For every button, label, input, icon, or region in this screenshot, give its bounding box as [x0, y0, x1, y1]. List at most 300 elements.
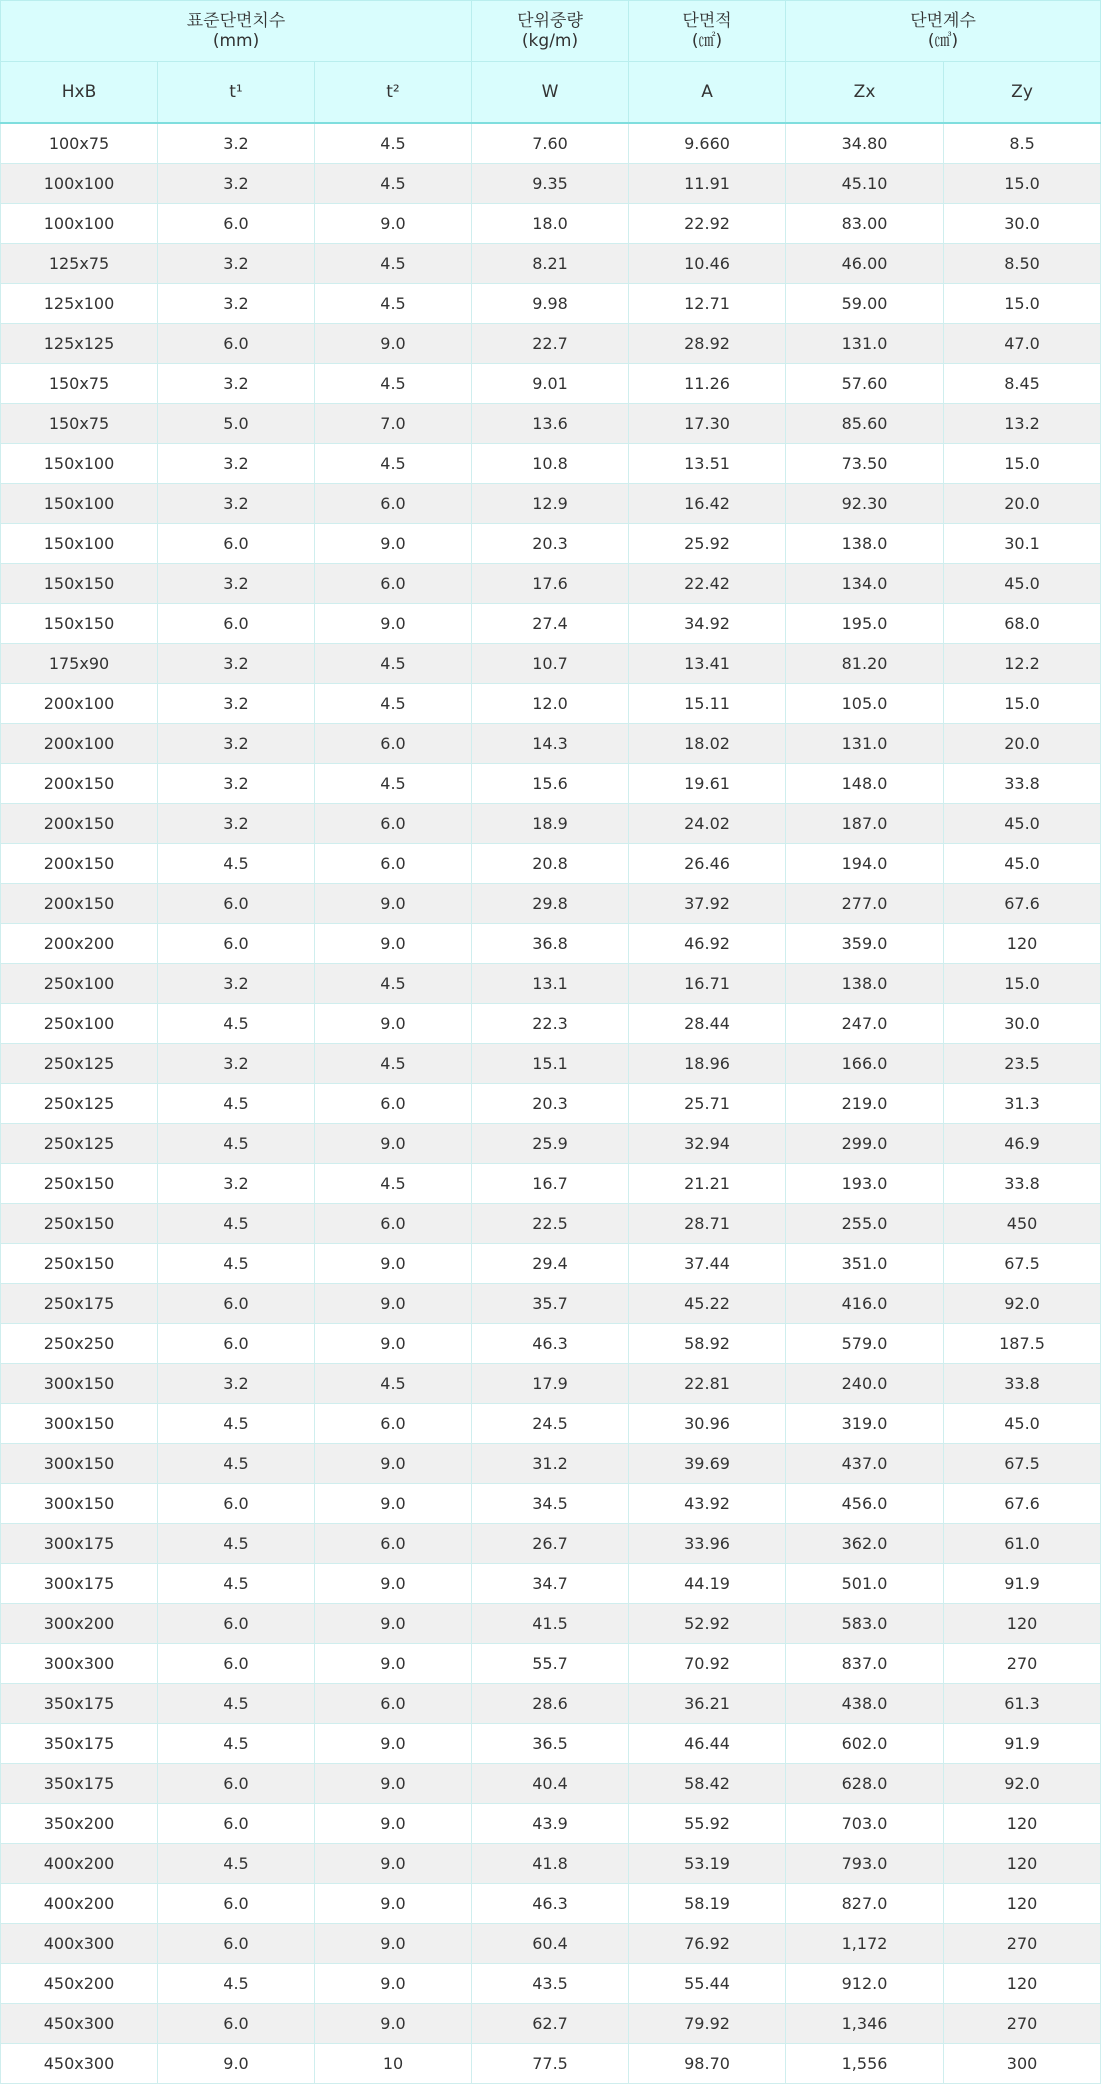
cell-t1: 6.0 — [158, 1284, 315, 1324]
cell-zy: 92.0 — [944, 1764, 1101, 1804]
cell-a: 28.44 — [629, 1004, 786, 1044]
cell-zx: 138.0 — [786, 524, 944, 564]
table-row — [1, 1884, 1101, 1924]
cell-w: 8.21 — [472, 244, 629, 284]
cell-zx: 85.60 — [786, 404, 944, 444]
cell-t1: 6.0 — [158, 1884, 315, 1924]
header-unit-weight — [472, 1, 629, 62]
cell-t1: 4.5 — [158, 1564, 315, 1604]
cell-w: 15.6 — [472, 764, 629, 804]
table-row — [1, 1684, 1101, 1724]
cell-zx: 1,556 — [786, 2044, 944, 2084]
table-row — [1, 1484, 1101, 1524]
cell-t1: 4.5 — [158, 1444, 315, 1484]
cell-t1: 6.0 — [158, 604, 315, 644]
table-row — [1, 1964, 1101, 2004]
cell-t1: 3.2 — [158, 1044, 315, 1084]
table-row — [1, 644, 1101, 684]
cell-t2: 9.0 — [315, 1244, 472, 1284]
cell-t2: 4.5 — [315, 444, 472, 484]
cell-a: 37.92 — [629, 884, 786, 924]
cell-w: 10.8 — [472, 444, 629, 484]
cell-zy: 15.0 — [944, 164, 1101, 204]
cell-zy: 15.0 — [944, 284, 1101, 324]
table-row — [1, 1244, 1101, 1284]
cell-t2: 9.0 — [315, 524, 472, 564]
cell-w: 46.3 — [472, 1324, 629, 1364]
cell-a: 15.11 — [629, 684, 786, 724]
cell-t2: 6.0 — [315, 804, 472, 844]
cell-t1: 4.5 — [158, 1964, 315, 2004]
cell-t2: 9.0 — [315, 1284, 472, 1324]
cell-zy: 67.6 — [944, 1484, 1101, 1524]
cell-w: 9.35 — [472, 164, 629, 204]
header-column-row — [1, 62, 1101, 124]
cell-a: 9.660 — [629, 123, 786, 164]
table-row — [1, 684, 1101, 724]
cell-t2: 4.5 — [315, 123, 472, 164]
cell-zx: 416.0 — [786, 1284, 944, 1324]
cell-hxb: 300x300 — [1, 1644, 158, 1684]
cell-a: 13.41 — [629, 644, 786, 684]
cell-t2: 6.0 — [315, 1204, 472, 1244]
cell-t1: 4.5 — [158, 1724, 315, 1764]
cell-zy: 8.45 — [944, 364, 1101, 404]
cell-w: 17.6 — [472, 564, 629, 604]
cell-zy: 120 — [944, 1804, 1101, 1844]
cell-t2: 7.0 — [315, 404, 472, 444]
cell-zx: 148.0 — [786, 764, 944, 804]
table-row — [1, 1204, 1101, 1244]
cell-zx: 134.0 — [786, 564, 944, 604]
cell-zx: 57.60 — [786, 364, 944, 404]
cell-t1: 3.2 — [158, 484, 315, 524]
cell-w: 34.5 — [472, 1484, 629, 1524]
cell-t1: 6.0 — [158, 524, 315, 564]
cell-zx: 456.0 — [786, 1484, 944, 1524]
cell-zx: 299.0 — [786, 1124, 944, 1164]
table-row — [1, 1284, 1101, 1324]
cell-zy: 46.9 — [944, 1124, 1101, 1164]
column-header-hxb: HxB — [1, 62, 158, 124]
cell-w: 22.3 — [472, 1004, 629, 1044]
cell-zx: 359.0 — [786, 924, 944, 964]
cell-t1: 3.2 — [158, 164, 315, 204]
cell-t2: 4.5 — [315, 1044, 472, 1084]
cell-a: 46.92 — [629, 924, 786, 964]
cell-hxb: 200x100 — [1, 684, 158, 724]
cell-w: 28.6 — [472, 1684, 629, 1724]
cell-zy: 30.0 — [944, 204, 1101, 244]
cell-zx: 837.0 — [786, 1644, 944, 1684]
cell-hxb: 125x75 — [1, 244, 158, 284]
header-group-title: 단면계수 — [910, 11, 976, 31]
cell-w: 22.5 — [472, 1204, 629, 1244]
cell-t1: 4.5 — [158, 1844, 315, 1884]
cell-t2: 9.0 — [315, 324, 472, 364]
cell-a: 37.44 — [629, 1244, 786, 1284]
cell-t2: 9.0 — [315, 1004, 472, 1044]
cell-zx: 219.0 — [786, 1084, 944, 1124]
cell-hxb: 150x100 — [1, 444, 158, 484]
cell-zx: 583.0 — [786, 1604, 944, 1644]
cell-zy: 33.8 — [944, 1164, 1101, 1204]
cell-t2: 4.5 — [315, 764, 472, 804]
table-row — [1, 204, 1101, 244]
cell-w: 60.4 — [472, 1924, 629, 1964]
cell-zy: 300 — [944, 2044, 1101, 2084]
cell-w: 41.5 — [472, 1604, 629, 1644]
cell-zy: 33.8 — [944, 764, 1101, 804]
cell-zx: 628.0 — [786, 1764, 944, 1804]
cell-a: 43.92 — [629, 1484, 786, 1524]
header-standard-dimensions — [1, 1, 472, 62]
cell-hxb: 200x150 — [1, 844, 158, 884]
cell-zy: 20.0 — [944, 724, 1101, 764]
cell-a: 11.26 — [629, 364, 786, 404]
cell-w: 41.8 — [472, 1844, 629, 1884]
cell-zy: 45.0 — [944, 1404, 1101, 1444]
cell-zx: 92.30 — [786, 484, 944, 524]
table-row — [1, 1124, 1101, 1164]
cell-zx: 187.0 — [786, 804, 944, 844]
cell-t2: 4.5 — [315, 644, 472, 684]
cell-zy: 15.0 — [944, 684, 1101, 724]
cell-a: 13.51 — [629, 444, 786, 484]
cell-zx: 1,346 — [786, 2004, 944, 2044]
cell-t1: 3.2 — [158, 564, 315, 604]
cell-a: 55.44 — [629, 1964, 786, 2004]
cell-t2: 9.0 — [315, 1844, 472, 1884]
cell-a: 39.69 — [629, 1444, 786, 1484]
table-row — [1, 724, 1101, 764]
cell-hxb: 150x75 — [1, 404, 158, 444]
cell-zy: 8.5 — [944, 123, 1101, 164]
cell-w: 34.7 — [472, 1564, 629, 1604]
cell-t2: 4.5 — [315, 364, 472, 404]
cell-t1: 3.2 — [158, 644, 315, 684]
cell-a: 44.19 — [629, 1564, 786, 1604]
cell-t1: 6.0 — [158, 924, 315, 964]
cell-hxb: 200x100 — [1, 724, 158, 764]
cell-zx: 703.0 — [786, 1804, 944, 1844]
cell-a: 18.96 — [629, 1044, 786, 1084]
cell-zy: 67.5 — [944, 1244, 1101, 1284]
cell-t2: 9.0 — [315, 604, 472, 644]
column-header-zx: Zx — [786, 62, 944, 124]
cell-w: 17.9 — [472, 1364, 629, 1404]
cell-zx: 319.0 — [786, 1404, 944, 1444]
cell-w: 15.1 — [472, 1044, 629, 1084]
table-row — [1, 1604, 1101, 1644]
cell-zx: 351.0 — [786, 1244, 944, 1284]
cell-a: 36.21 — [629, 1684, 786, 1724]
cell-t1: 4.5 — [158, 1084, 315, 1124]
cell-hxb: 200x150 — [1, 764, 158, 804]
table-row — [1, 1924, 1101, 1964]
cell-t2: 9.0 — [315, 1604, 472, 1644]
cell-zy: 67.6 — [944, 884, 1101, 924]
cell-zy: 270 — [944, 2004, 1101, 2044]
cell-hxb: 300x150 — [1, 1444, 158, 1484]
cell-t1: 4.5 — [158, 1524, 315, 1564]
cell-w: 55.7 — [472, 1644, 629, 1684]
cell-a: 22.81 — [629, 1364, 786, 1404]
cell-zy: 47.0 — [944, 324, 1101, 364]
cell-zy: 23.5 — [944, 1044, 1101, 1084]
cell-t1: 6.0 — [158, 1604, 315, 1644]
cell-t2: 6.0 — [315, 844, 472, 884]
cell-w: 12.0 — [472, 684, 629, 724]
cell-hxb: 350x175 — [1, 1684, 158, 1724]
cell-t2: 4.5 — [315, 684, 472, 724]
cell-a: 32.94 — [629, 1124, 786, 1164]
cell-t2: 9.0 — [315, 1444, 472, 1484]
cell-hxb: 300x150 — [1, 1404, 158, 1444]
cell-a: 16.42 — [629, 484, 786, 524]
table-row — [1, 1644, 1101, 1684]
cell-a: 21.21 — [629, 1164, 786, 1204]
cell-t2: 9.0 — [315, 204, 472, 244]
cell-t1: 6.0 — [158, 1644, 315, 1684]
table-row — [1, 844, 1101, 884]
cell-zy: 61.0 — [944, 1524, 1101, 1564]
cell-hxb: 200x150 — [1, 884, 158, 924]
cell-a: 24.02 — [629, 804, 786, 844]
cell-w: 26.7 — [472, 1524, 629, 1564]
table-row — [1, 404, 1101, 444]
cell-hxb: 450x300 — [1, 2004, 158, 2044]
table-row — [1, 123, 1101, 164]
cell-hxb: 100x75 — [1, 123, 158, 164]
cell-hxb: 200x150 — [1, 804, 158, 844]
cell-a: 52.92 — [629, 1604, 786, 1644]
cell-a: 12.71 — [629, 284, 786, 324]
table-row — [1, 364, 1101, 404]
cell-hxb: 250x100 — [1, 964, 158, 1004]
table-row — [1, 1724, 1101, 1764]
cell-t2: 6.0 — [315, 564, 472, 604]
cell-zy: 92.0 — [944, 1284, 1101, 1324]
cell-w: 27.4 — [472, 604, 629, 644]
cell-t1: 3.2 — [158, 804, 315, 844]
cell-w: 10.7 — [472, 644, 629, 684]
cell-zx: 59.00 — [786, 284, 944, 324]
cell-zx: 602.0 — [786, 1724, 944, 1764]
cell-a: 25.71 — [629, 1084, 786, 1124]
column-header-zy: Zy — [944, 62, 1101, 124]
cell-zy: 120 — [944, 924, 1101, 964]
table-row — [1, 1004, 1101, 1044]
table-row — [1, 1444, 1101, 1484]
cell-t1: 6.0 — [158, 1804, 315, 1844]
header-group-unit: (mm) — [212, 31, 260, 51]
cell-hxb: 150x150 — [1, 564, 158, 604]
cell-zx: 240.0 — [786, 1364, 944, 1404]
table-row — [1, 284, 1101, 324]
table-row — [1, 2044, 1101, 2084]
cell-t1: 6.0 — [158, 884, 315, 924]
cell-a: 79.92 — [629, 2004, 786, 2044]
cell-t2: 6.0 — [315, 1404, 472, 1444]
cell-hxb: 175x90 — [1, 644, 158, 684]
cell-zy: 91.9 — [944, 1724, 1101, 1764]
cell-zy: 15.0 — [944, 444, 1101, 484]
cell-a: 22.92 — [629, 204, 786, 244]
cell-zx: 46.00 — [786, 244, 944, 284]
cell-w: 43.5 — [472, 1964, 629, 2004]
cell-t1: 4.5 — [158, 1684, 315, 1724]
cell-t1: 3.2 — [158, 1164, 315, 1204]
cell-w: 18.0 — [472, 204, 629, 244]
cell-w: 14.3 — [472, 724, 629, 764]
cell-a: 11.91 — [629, 164, 786, 204]
cell-zx: 827.0 — [786, 1884, 944, 1924]
cell-hxb: 125x100 — [1, 284, 158, 324]
cell-w: 18.9 — [472, 804, 629, 844]
cell-t2: 6.0 — [315, 484, 472, 524]
cell-w: 24.5 — [472, 1404, 629, 1444]
header-group-row — [1, 1, 1101, 62]
cell-hxb: 350x175 — [1, 1764, 158, 1804]
cell-w: 31.2 — [472, 1444, 629, 1484]
cell-t1: 6.0 — [158, 1924, 315, 1964]
cell-zx: 195.0 — [786, 604, 944, 644]
cell-a: 19.61 — [629, 764, 786, 804]
cell-a: 25.92 — [629, 524, 786, 564]
cell-hxb: 300x175 — [1, 1524, 158, 1564]
cell-t1: 9.0 — [158, 2044, 315, 2084]
cell-hxb: 350x200 — [1, 1804, 158, 1844]
cell-t2: 9.0 — [315, 1764, 472, 1804]
cell-hxb: 250x125 — [1, 1044, 158, 1084]
cell-t2: 9.0 — [315, 1564, 472, 1604]
cell-t2: 4.5 — [315, 284, 472, 324]
cell-zy: 33.8 — [944, 1364, 1101, 1404]
header-group-title: 표준단면치수 — [186, 11, 286, 31]
cell-hxb: 150x100 — [1, 524, 158, 564]
cell-w: 29.4 — [472, 1244, 629, 1284]
cell-t1: 6.0 — [158, 2004, 315, 2044]
cell-a: 10.46 — [629, 244, 786, 284]
cell-t1: 3.2 — [158, 1364, 315, 1404]
table-row — [1, 564, 1101, 604]
cell-zy: 120 — [944, 1964, 1101, 2004]
table-row — [1, 764, 1101, 804]
cell-zy: 12.2 — [944, 644, 1101, 684]
cell-zy: 30.0 — [944, 1004, 1101, 1044]
cell-w: 62.7 — [472, 2004, 629, 2044]
cell-zy: 120 — [944, 1844, 1101, 1884]
cell-hxb: 450x200 — [1, 1964, 158, 2004]
cell-t1: 3.2 — [158, 244, 315, 284]
table-row — [1, 164, 1101, 204]
cell-hxb: 250x125 — [1, 1084, 158, 1124]
header-group-unit: (㎤) — [927, 31, 959, 51]
cell-t2: 6.0 — [315, 1524, 472, 1564]
cell-t1: 4.5 — [158, 844, 315, 884]
cell-a: 58.42 — [629, 1764, 786, 1804]
cell-t2: 9.0 — [315, 1924, 472, 1964]
cell-zy: 13.2 — [944, 404, 1101, 444]
cell-a: 53.19 — [629, 1844, 786, 1884]
cell-w: 20.3 — [472, 524, 629, 564]
cell-zy: 30.1 — [944, 524, 1101, 564]
table-row — [1, 1404, 1101, 1444]
header-group-unit: (㎠) — [691, 31, 723, 51]
header-sectional-area — [629, 1, 786, 62]
cell-zx: 437.0 — [786, 1444, 944, 1484]
table-row — [1, 1044, 1101, 1084]
cell-zx: 73.50 — [786, 444, 944, 484]
cell-a: 17.30 — [629, 404, 786, 444]
cell-hxb: 250x250 — [1, 1324, 158, 1364]
table-row — [1, 484, 1101, 524]
cell-zx: 81.20 — [786, 644, 944, 684]
cell-t2: 9.0 — [315, 1124, 472, 1164]
cell-hxb: 450x300 — [1, 2044, 158, 2084]
table-row — [1, 1804, 1101, 1844]
cell-zy: 31.3 — [944, 1084, 1101, 1124]
cell-w: 9.98 — [472, 284, 629, 324]
cell-t2: 4.5 — [315, 1164, 472, 1204]
cell-t1: 4.5 — [158, 1124, 315, 1164]
cell-t1: 3.2 — [158, 964, 315, 1004]
table-row — [1, 2004, 1101, 2044]
cell-hxb: 300x200 — [1, 1604, 158, 1644]
cell-zy: 15.0 — [944, 964, 1101, 1004]
cell-t1: 6.0 — [158, 204, 315, 244]
cell-zy: 270 — [944, 1924, 1101, 1964]
cell-a: 70.92 — [629, 1644, 786, 1684]
cell-w: 7.60 — [472, 123, 629, 164]
cell-t1: 5.0 — [158, 404, 315, 444]
cell-w: 13.6 — [472, 404, 629, 444]
cell-a: 98.70 — [629, 2044, 786, 2084]
cell-a: 22.42 — [629, 564, 786, 604]
cell-t1: 4.5 — [158, 1204, 315, 1244]
table-row — [1, 924, 1101, 964]
cell-hxb: 150x150 — [1, 604, 158, 644]
cell-hxb: 150x75 — [1, 364, 158, 404]
cell-t2: 9.0 — [315, 1884, 472, 1924]
cell-zx: 912.0 — [786, 1964, 944, 2004]
cell-hxb: 150x100 — [1, 484, 158, 524]
cell-a: 58.19 — [629, 1884, 786, 1924]
cell-zx: 277.0 — [786, 884, 944, 924]
cell-a: 46.44 — [629, 1724, 786, 1764]
cell-zy: 61.3 — [944, 1684, 1101, 1724]
cell-zy: 450 — [944, 1204, 1101, 1244]
table-row — [1, 524, 1101, 564]
cell-hxb: 350x175 — [1, 1724, 158, 1764]
cell-a: 28.92 — [629, 324, 786, 364]
cell-a: 58.92 — [629, 1324, 786, 1364]
cell-zy: 20.0 — [944, 484, 1101, 524]
cell-a: 45.22 — [629, 1284, 786, 1324]
cell-hxb: 250x150 — [1, 1204, 158, 1244]
cell-w: 36.8 — [472, 924, 629, 964]
cell-zx: 131.0 — [786, 724, 944, 764]
cell-a: 76.92 — [629, 1924, 786, 1964]
cell-zx: 34.80 — [786, 123, 944, 164]
cell-t1: 3.2 — [158, 764, 315, 804]
cell-t2: 10 — [315, 2044, 472, 2084]
cell-t2: 6.0 — [315, 1684, 472, 1724]
table-row — [1, 964, 1101, 1004]
column-header-a: A — [629, 62, 786, 124]
cell-t1: 6.0 — [158, 324, 315, 364]
